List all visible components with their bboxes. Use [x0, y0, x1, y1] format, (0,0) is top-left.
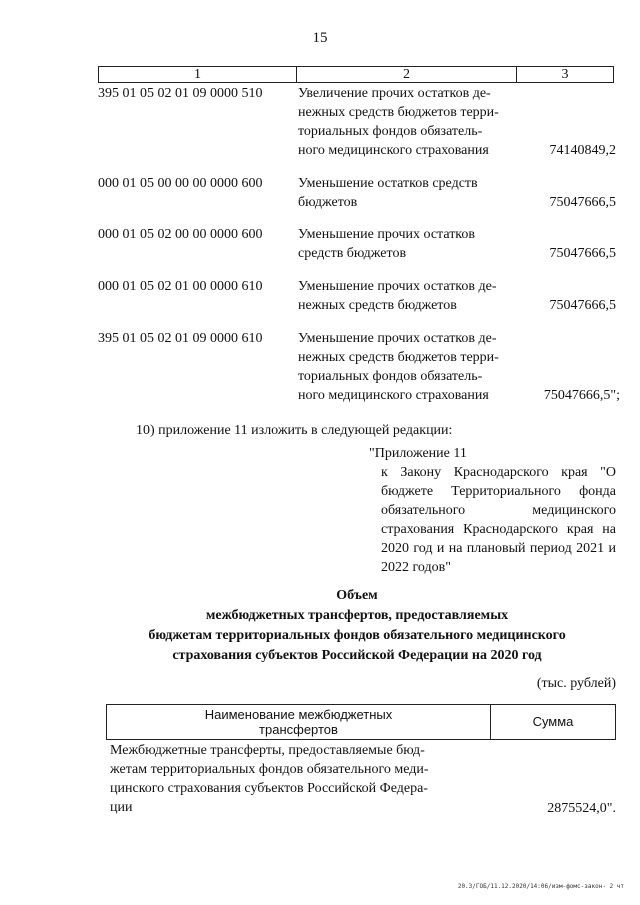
- row-code: 395 01 05 02 01 09 0000 610: [98, 331, 263, 346]
- column-header-3: 3: [561, 67, 569, 82]
- row-description: [298, 84, 516, 160]
- title-line: Объем: [336, 588, 378, 603]
- row-code: 395 01 05 02 01 09 0000 510: [98, 86, 263, 101]
- title-line: страхования субъектов Российской Федерации на 2020 год: [172, 648, 542, 663]
- desc-line: бюджетов: [298, 195, 358, 210]
- desc-line: нежных средств бюджетов терри-: [298, 350, 499, 365]
- table-row: [98, 329, 620, 405]
- row-code: 000 01 05 00 00 00 0000 600: [98, 176, 263, 191]
- annex-body: к Закону Краснодарского края "О бюджете Территориального фонда обязательного медицинского страхования Краснодарского края на 2020 год и на плановый период 2021 и 2022 годов": [381, 465, 616, 575]
- table-header: [98, 66, 614, 83]
- table-row: [98, 277, 616, 315]
- row-description: [298, 329, 516, 405]
- desc-line: Уменьшение прочих остатков де-: [298, 331, 497, 346]
- amendment-item-10: 10) приложение 11 изложить в следующей редакции:: [136, 423, 453, 438]
- desc-line: жетам территориальных фондов обязательного меди-: [110, 762, 429, 777]
- transfers-table-row: [110, 741, 616, 817]
- row-amount: 75047666,5";: [543, 388, 620, 403]
- row-code: 000 01 05 02 01 00 0000 610: [98, 279, 263, 294]
- page-number: 15: [312, 30, 328, 46]
- row-amount: 75047666,5: [549, 195, 616, 210]
- desc-line: цинского страхования субъектов Российской Федера-: [110, 781, 428, 796]
- title-line: межбюджетных трансфертов, предоставляемых: [205, 608, 509, 623]
- header-line: трансфертов: [259, 722, 338, 737]
- row-code: 000 01 05 02 00 00 0000 600: [98, 227, 263, 242]
- desc-line: ции: [110, 800, 133, 815]
- annex-title: "Приложение 11: [369, 446, 467, 461]
- column-header-sum: Сумма: [532, 714, 574, 729]
- desc-line: ного медицинского страхования: [298, 143, 489, 158]
- transfers-table-header: [106, 704, 616, 740]
- desc-line: Межбюджетные трансферты, предоставляемые бюд-: [110, 743, 425, 758]
- table-row: [98, 225, 616, 263]
- unit-label: (тыс. рублей): [536, 676, 616, 691]
- column-header-name: [107, 705, 491, 739]
- row-description: [298, 174, 516, 212]
- transfer-amount: 2875524,0".: [547, 801, 616, 816]
- desc-line: Уменьшение остатков средств: [298, 176, 478, 191]
- desc-line: средств бюджетов: [298, 246, 407, 261]
- desc-line: нежных средств бюджетов: [298, 298, 457, 313]
- title-line: бюджетам территориальных фондов обязательного медицинского: [148, 628, 566, 643]
- desc-line: Увеличение прочих остатков де-: [298, 86, 491, 101]
- row-description: [298, 277, 516, 315]
- desc-line: Уменьшение прочих остатков де-: [298, 279, 497, 294]
- row-description: [298, 225, 516, 263]
- footer-document-code: 20.3/ГОБ/11.12.2020/14:06/изм-фомс-закон- 2 чт: [457, 883, 624, 890]
- transfer-description: [110, 741, 454, 817]
- table-row: [98, 174, 616, 212]
- table-row: [98, 84, 616, 160]
- column-header-1: 1: [99, 67, 297, 82]
- desc-line: Уменьшение прочих остатков: [298, 227, 476, 242]
- desc-line: ториальных фондов обязатель-: [298, 369, 483, 384]
- row-amount: 75047666,5: [549, 298, 616, 313]
- desc-line: нежных средств бюджетов терри-: [298, 105, 499, 120]
- document-title: [60, 586, 640, 666]
- row-amount: 74140849,2: [549, 143, 616, 158]
- desc-line: ториальных фондов обязатель-: [298, 124, 483, 139]
- header-line: Наименование межбюджетных: [204, 707, 393, 722]
- desc-line: ного медицинского страхования: [298, 388, 489, 403]
- row-amount: 75047666,5: [549, 246, 616, 261]
- annex-reference: [364, 444, 616, 577]
- column-header-2: 2: [297, 67, 517, 82]
